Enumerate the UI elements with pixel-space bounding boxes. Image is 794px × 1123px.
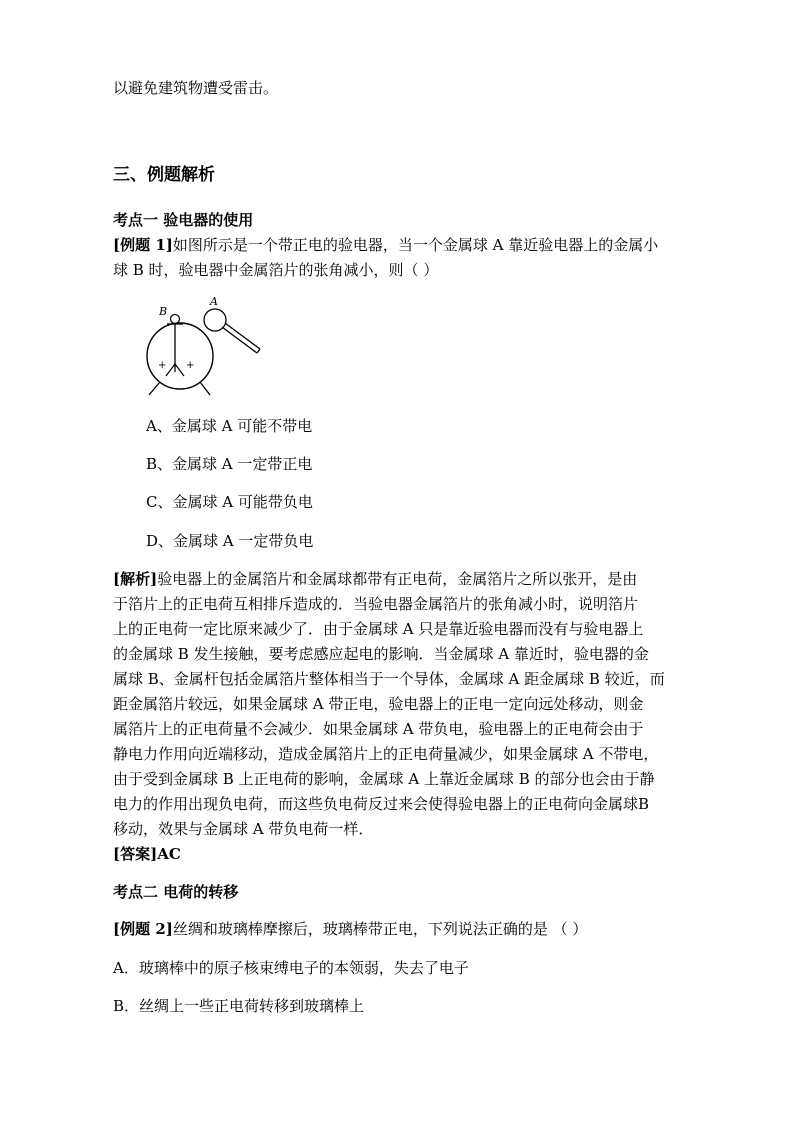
analysis-line-2: 于箔片上的正电荷互相排斥造成的．当验电器金属箔片的张角减小时，说明箔片	[113, 595, 639, 613]
label-a: A	[210, 295, 218, 308]
example-1-option-c: C、金属球 A 可能带负电	[146, 493, 313, 511]
foil-leaf-right	[175, 364, 184, 376]
example-2-line-1	[113, 917, 587, 941]
electroscope-jar	[147, 323, 213, 389]
analysis-line-8: 静电力作用向近端移动，造成金属箔片上的正电荷量减少，如果金属球 A 不带电，	[113, 745, 659, 763]
example-1-line-2: 球 B 时，验电器中金属箔片的张角减小，则（ ）	[113, 261, 439, 279]
intro-tail-text: 以避免建筑物遭受雷击。	[113, 79, 279, 97]
example-1-line-1	[113, 233, 658, 257]
electroscope-figure	[138, 294, 268, 402]
label-b: B	[159, 305, 168, 318]
analysis-line-10: 电力的作用出现负电荷，而这些负电荷反过来会使得验电器上的正电荷向金属球B	[113, 795, 650, 813]
kaodian-2-heading: 考点二 电荷的转移	[113, 883, 239, 901]
analysis-text-1: 验电器上的金属箔片和金属球都带有正电荷，金属箔片之所以张开，是由	[157, 570, 638, 588]
analysis-line-9: 由于受到金属球 B 上正电荷的影响，金属球 A 上靠近金属球 B 的部分也会由于静	[113, 770, 655, 788]
example-2-option-a: A．玻璃棒中的原子核束缚电子的本领弱，失去了电子	[113, 959, 469, 977]
example-1-option-d: D、金属球 A 一定带负电	[146, 532, 314, 550]
electroscope-diagram	[138, 294, 268, 398]
example-2-tag: [例题 2]	[113, 920, 173, 938]
kaodian-1-heading: 考点一 验电器的使用	[113, 211, 254, 229]
example-2-stem: 丝绸和玻璃棒摩擦后，玻璃棒带正电，下列说法正确的是 （ ）	[172, 920, 588, 938]
analysis-line-11: 移动，效果与金属球 A 带负电荷一样．	[113, 820, 374, 838]
example-2-option-b: B．丝绸上一些正电荷转移到玻璃棒上	[113, 997, 365, 1015]
analysis-line-5: 属球 B、金属杆包括金属箔片整体相当于一个导体，金属球 A 距金属球 B 较近，而	[113, 670, 665, 688]
example-1-option-b: B、金属球 A 一定带正电	[146, 455, 313, 473]
foil-leaf-left	[166, 364, 175, 376]
example-1-option-a: A、金属球 A 可能不带电	[146, 417, 313, 435]
plus-sign-right: +	[186, 360, 195, 371]
metal-ball-b	[171, 315, 180, 324]
analysis-line-3: 上的正电荷一定比原来减少了．由于金属球 A 只是靠近验电器而没有与验电器上	[113, 620, 644, 638]
analysis-line-7: 属箔片上的正电荷量不会减少．如果金属球 A 带负电，验电器上的正电荷会由于	[113, 720, 644, 738]
analysis-line-1	[113, 567, 637, 591]
section-heading: 三、例题解析	[113, 165, 215, 185]
analysis-tag: [解析]	[113, 570, 158, 588]
example-1-stem-1: 如图所示是一个带正电的验电器，当一个金属球 A 靠近验电器上的金属小	[172, 236, 659, 254]
example-1-tag: [例题 1]	[113, 236, 173, 254]
plus-sign-left: +	[158, 360, 167, 371]
analysis-line-4: 的金属球 B 发生接触，要考虑感应起电的影响．当金属球 A 靠近时，验电器的金	[113, 645, 649, 663]
analysis-line-6: 距金属箔片较远，如果金属球 A 带正电，验电器上的正电一定向远处移动，则金	[113, 695, 644, 713]
example-1-answer: [答案]AC	[113, 845, 181, 863]
